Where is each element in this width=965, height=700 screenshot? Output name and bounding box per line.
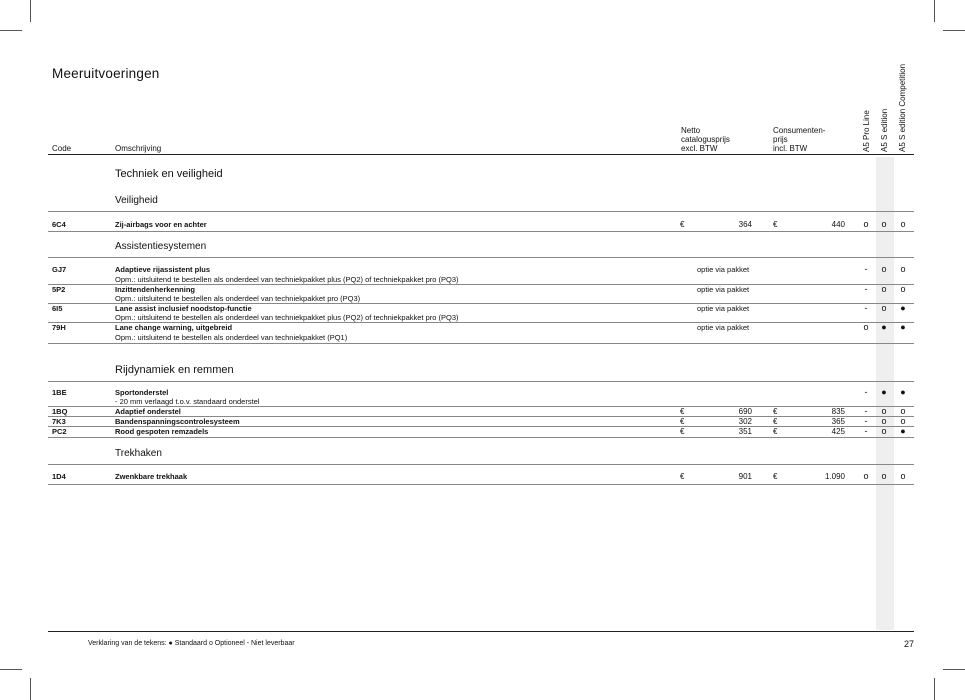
row-code: 79H bbox=[52, 323, 66, 332]
availability-marker: o bbox=[881, 426, 887, 436]
consumer-price: 835 bbox=[831, 407, 845, 416]
footer-divider bbox=[48, 631, 914, 632]
crop-mark bbox=[934, 0, 935, 22]
row-note: - 20 mm verlaagd t.o.v. standaard onderstel bbox=[115, 397, 260, 406]
euro-icon: € bbox=[680, 407, 685, 416]
availability-marker: o bbox=[881, 264, 887, 274]
row-code: 6I5 bbox=[52, 304, 63, 313]
header-description: Omschrijving bbox=[115, 144, 162, 153]
section-divider bbox=[48, 211, 914, 212]
row-code: 7K3 bbox=[52, 417, 66, 426]
option-via-package: optie via pakket bbox=[697, 304, 750, 313]
euro-icon: € bbox=[680, 472, 685, 481]
euro-icon: € bbox=[773, 407, 778, 416]
net-price: 364 bbox=[738, 220, 752, 229]
availability-marker: ● bbox=[900, 426, 906, 436]
net-price: 302 bbox=[738, 417, 752, 426]
availability-marker: - bbox=[864, 264, 868, 274]
crop-mark bbox=[30, 0, 31, 22]
availability-marker: o bbox=[900, 264, 906, 274]
availability-marker: o bbox=[881, 219, 887, 229]
crop-mark bbox=[943, 30, 965, 31]
euro-icon: € bbox=[680, 427, 685, 436]
header-consumer-price-line2: prijs bbox=[773, 135, 788, 144]
row-code: GJ7 bbox=[52, 265, 67, 274]
crop-mark bbox=[943, 669, 965, 670]
availability-marker: - bbox=[864, 406, 868, 416]
header-consumer-price-line1: Consumenten- bbox=[773, 126, 826, 135]
header-model-a5-s-edition-competition: A5 S edition Competition bbox=[898, 63, 907, 152]
availability-marker: o bbox=[863, 322, 869, 332]
legend-note: Verklaring van de tekens: ● Standaard o Optioneel - Niet leverbaar bbox=[88, 640, 295, 647]
crop-mark bbox=[0, 669, 22, 670]
crop-mark bbox=[934, 678, 935, 700]
section-divider bbox=[48, 381, 914, 382]
availability-marker: o bbox=[881, 471, 887, 481]
row-code: 1D4 bbox=[52, 472, 66, 481]
euro-icon: € bbox=[680, 220, 685, 229]
page-title: Meeruitvoeringen bbox=[52, 66, 160, 81]
row-note: Opm.: uitsluitend te bestellen als onderdeel van techniekpakket plus (PQ2) of techniekpakket pro (PQ3) bbox=[115, 275, 459, 284]
availability-marker: - bbox=[864, 426, 868, 436]
availability-marker: o bbox=[881, 303, 887, 313]
header-net-price bbox=[681, 126, 730, 153]
availability-marker: o bbox=[863, 219, 869, 229]
row-divider bbox=[48, 231, 914, 232]
section-heading-assistentie: Assistentiesystemen bbox=[115, 241, 207, 252]
availability-marker: - bbox=[864, 284, 868, 294]
page-number: 27 bbox=[903, 639, 914, 649]
header-model-a5-pro-line: A5 Pro Line bbox=[862, 110, 871, 152]
row-code: 5P2 bbox=[52, 285, 66, 294]
euro-icon: € bbox=[773, 427, 778, 436]
availability-marker: ● bbox=[900, 303, 906, 313]
euro-icon: € bbox=[680, 417, 685, 426]
row-note: Opm.: uitsluitend te bestellen als onderdeel van techniekpakket plus (PQ2) of techniekpakket pro (PQ3) bbox=[115, 313, 459, 322]
header-consumer-price bbox=[773, 126, 825, 153]
availability-marker: o bbox=[900, 219, 906, 229]
section-heading-veiligheid: Veiligheid bbox=[115, 195, 158, 206]
header-net-price-line1: Netto bbox=[681, 126, 701, 135]
availability-marker: o bbox=[900, 416, 906, 426]
availability-marker: ● bbox=[881, 387, 887, 397]
availability-marker: o bbox=[863, 471, 869, 481]
availability-marker: ● bbox=[900, 387, 906, 397]
availability-marker: o bbox=[881, 284, 887, 294]
crop-mark bbox=[30, 678, 31, 700]
section-heading-rijdynamiek: Rijdynamiek en remmen bbox=[115, 364, 234, 376]
row-description: Bandenspanningscontrolesysteem bbox=[115, 417, 240, 426]
row-code: 1BQ bbox=[52, 407, 68, 416]
net-price: 690 bbox=[738, 407, 752, 416]
availability-marker: o bbox=[900, 284, 906, 294]
option-via-package: optie via pakket bbox=[697, 265, 750, 274]
header-net-price-line2: catalogusprijs bbox=[681, 135, 730, 144]
row-description: Adaptieve rijassistent plus bbox=[115, 265, 211, 274]
euro-icon: € bbox=[773, 472, 778, 481]
row-divider bbox=[48, 343, 914, 344]
row-divider bbox=[48, 484, 914, 485]
option-via-package: optie via pakket bbox=[697, 285, 750, 294]
consumer-price: 365 bbox=[831, 417, 845, 426]
section-heading-trekhaken: Trekhaken bbox=[115, 448, 162, 459]
header-net-price-line3: excl. BTW bbox=[681, 144, 718, 153]
header-model-a5-s-edition: A5 S edition bbox=[880, 108, 889, 152]
euro-icon: € bbox=[773, 417, 778, 426]
row-description: Inzittendenherkenning bbox=[115, 285, 196, 294]
row-description: Adaptief onderstel bbox=[115, 407, 181, 416]
consumer-price: 440 bbox=[831, 220, 845, 229]
row-description: Rood gespoten remzadels bbox=[115, 427, 209, 436]
availability-marker: o bbox=[900, 471, 906, 481]
row-note: Opm.: uitsluitend te bestellen als onderdeel van techniekpakket pro (PQ3) bbox=[115, 294, 361, 303]
net-price: 351 bbox=[738, 427, 752, 436]
availability-marker: - bbox=[864, 303, 868, 313]
row-description: Sportonderstel bbox=[115, 388, 169, 397]
row-description: Zwenkbare trekhaak bbox=[115, 472, 188, 481]
availability-marker: o bbox=[881, 406, 887, 416]
availability-marker: - bbox=[864, 416, 868, 426]
section-divider bbox=[48, 464, 914, 465]
availability-marker: o bbox=[900, 406, 906, 416]
availability-marker: - bbox=[864, 387, 868, 397]
availability-marker: ● bbox=[881, 322, 887, 332]
header-code: Code bbox=[52, 144, 72, 153]
header-consumer-price-line3: incl. BTW bbox=[773, 144, 808, 153]
row-divider bbox=[48, 437, 914, 438]
consumer-price: 1.090 bbox=[824, 472, 845, 481]
crop-mark bbox=[0, 30, 22, 31]
availability-marker: ● bbox=[900, 322, 906, 332]
euro-icon: € bbox=[773, 220, 778, 229]
row-description: Zij-airbags voor en achter bbox=[115, 220, 207, 229]
row-description: Lane change warning, uitgebreid bbox=[115, 323, 233, 332]
option-via-package: optie via pakket bbox=[697, 323, 750, 332]
section-divider bbox=[48, 257, 914, 258]
row-code: 6C4 bbox=[52, 220, 66, 229]
section-heading-techniek: Techniek en veiligheid bbox=[115, 168, 223, 180]
net-price: 901 bbox=[738, 472, 752, 481]
availability-marker: o bbox=[881, 416, 887, 426]
consumer-price: 425 bbox=[831, 427, 845, 436]
row-code: PC2 bbox=[52, 427, 67, 436]
header-divider bbox=[48, 154, 914, 155]
row-code: 1BE bbox=[52, 388, 67, 397]
row-description: Lane assist inclusief noodstop-functie bbox=[115, 304, 252, 313]
row-note: Opm.: uitsluitend te bestellen als onderdeel van techniekpakket (PQ1) bbox=[115, 333, 348, 342]
